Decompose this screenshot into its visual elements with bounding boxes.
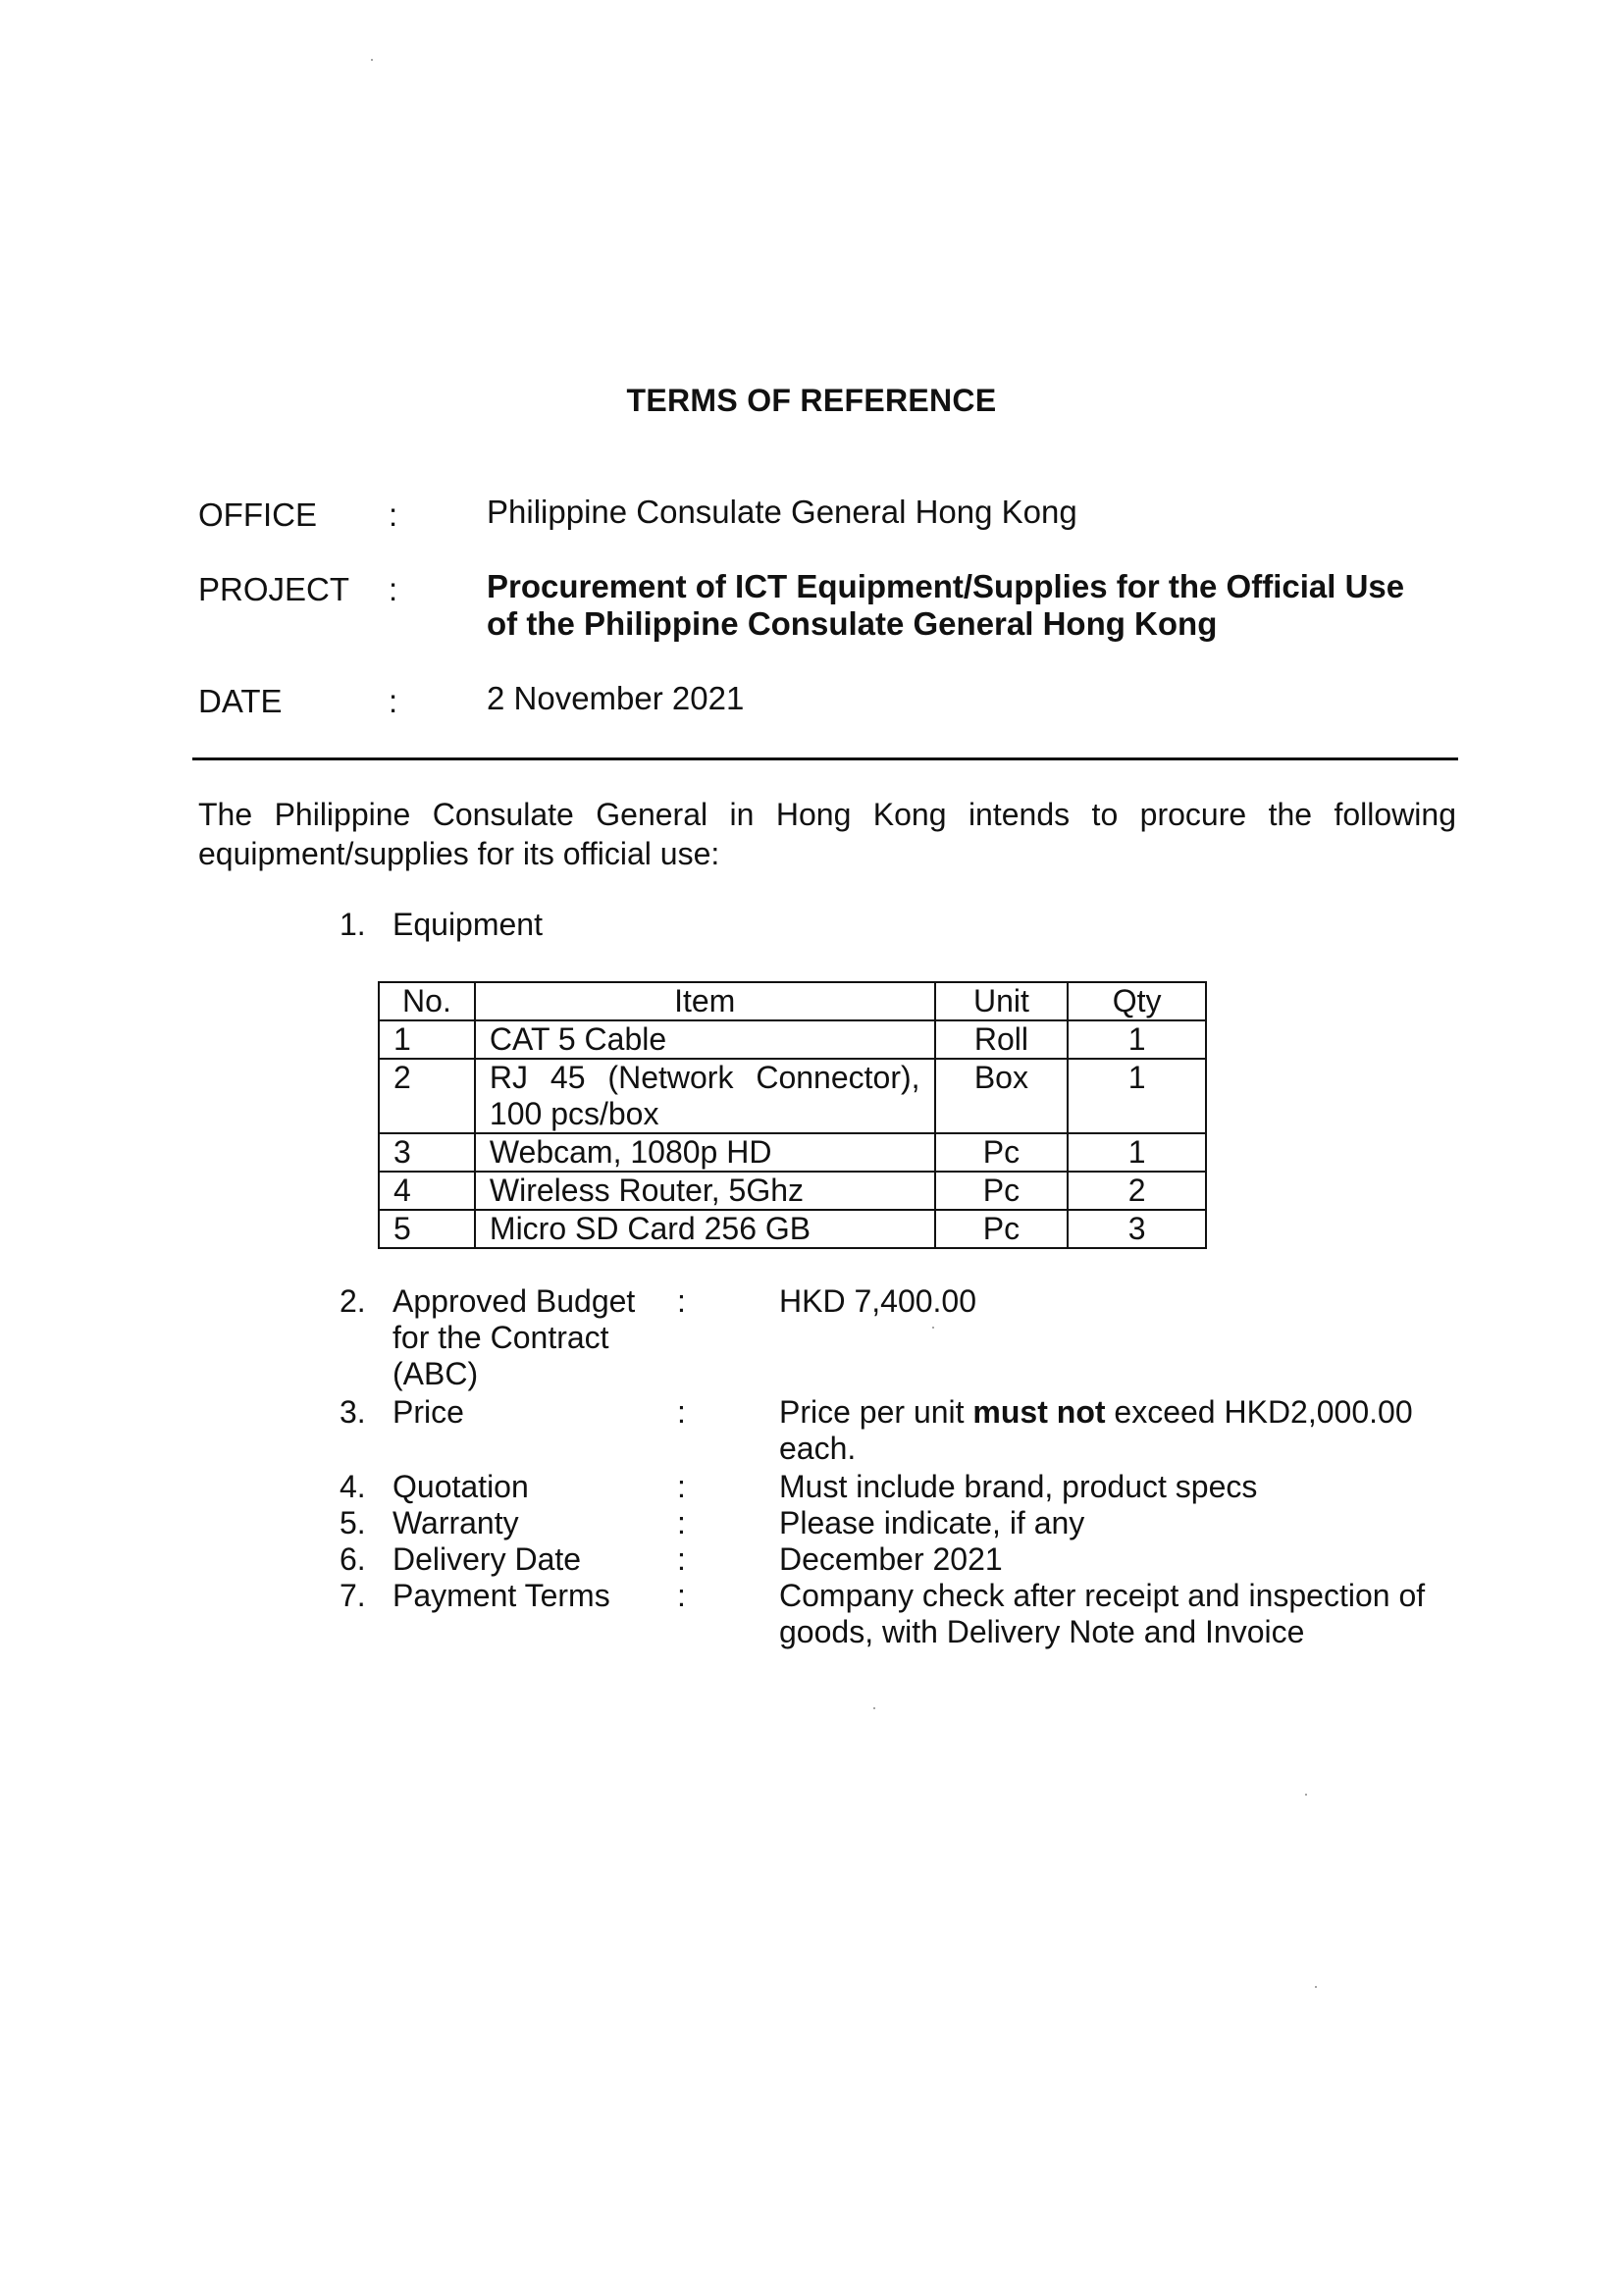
term-label: Price (393, 1394, 464, 1430)
term-budget (340, 1283, 1468, 1392)
term-label: Approved Budget for the Contract (ABC) (393, 1283, 636, 1391)
column-header-unit: Unit (935, 982, 1069, 1020)
term-number: 4. (340, 1469, 366, 1504)
column-header-item: Item (475, 982, 935, 1020)
scan-speck (1315, 1986, 1317, 1988)
cell-unit: Pc (935, 1133, 1069, 1172)
office-label: OFFICE (198, 496, 317, 533)
term-warranty (340, 1505, 1468, 1541)
cell-no: 3 (379, 1133, 475, 1172)
office-colon: : (389, 496, 398, 533)
table-row (379, 1210, 1206, 1248)
cell-item: Wireless Router, 5Ghz (475, 1172, 935, 1210)
term-value: Company check after receipt and inspection of goods, with Delivery Note and Invoice (779, 1578, 1426, 1649)
cell-unit: Pc (935, 1210, 1069, 1248)
cell-unit: Roll (935, 1020, 1069, 1059)
terms-list (340, 1283, 1468, 1650)
cell-unit: Pc (935, 1172, 1069, 1210)
scan-speck (873, 1707, 875, 1709)
project-colon: : (389, 571, 398, 607)
cell-qty: 1 (1068, 1133, 1206, 1172)
term-colon: : (677, 1541, 686, 1577)
cell-unit: Box (935, 1059, 1069, 1133)
price-value-pre: Price per unit (779, 1394, 973, 1430)
term-colon: : (677, 1578, 686, 1613)
office-value: Philippine Consulate General Hong Kong (487, 494, 1077, 530)
cell-no: 2 (379, 1059, 475, 1133)
term-price (340, 1394, 1468, 1467)
equipment-section-heading (340, 907, 543, 943)
column-header-no: No. (379, 982, 475, 1020)
term-value: December 2021 (779, 1541, 1003, 1577)
project-label: PROJECT (198, 571, 350, 607)
scan-speck (932, 1327, 934, 1329)
date-value: 2 November 2021 (487, 680, 745, 716)
intro-paragraph: The Philippine Consulate General in Hong Kong intends to procure the following equipment/supplies for its official use: (198, 797, 1456, 871)
term-number: 7. (340, 1578, 366, 1613)
term-value: HKD 7,400.00 (779, 1283, 977, 1319)
equipment-section-number: 1. (340, 907, 366, 942)
table-row (379, 1133, 1206, 1172)
price-value-emphasis: must not (972, 1394, 1106, 1430)
cell-qty: 1 (1068, 1020, 1206, 1059)
table-header-row (379, 982, 1206, 1020)
term-colon: : (677, 1283, 686, 1319)
term-label: Quotation (393, 1469, 529, 1504)
cell-no: 4 (379, 1172, 475, 1210)
equipment-table (378, 981, 1207, 1249)
table-row (379, 1020, 1206, 1059)
cell-no: 5 (379, 1210, 475, 1248)
cell-qty: 2 (1068, 1172, 1206, 1210)
table-row (379, 1172, 1206, 1210)
project-value-line2: of the Philippine Consulate General Hong Kong (487, 605, 1218, 642)
date-label: DATE (198, 683, 283, 719)
cell-item: Webcam, 1080p HD (475, 1133, 935, 1172)
header-divider (192, 757, 1458, 760)
term-number: 6. (340, 1541, 366, 1577)
term-label: Payment Terms (393, 1578, 610, 1613)
term-colon: : (677, 1505, 686, 1540)
scan-speck (371, 59, 373, 61)
cell-item: Micro SD Card 256 GB (475, 1210, 935, 1248)
term-colon: : (677, 1469, 686, 1504)
term-quotation (340, 1469, 1468, 1505)
date-colon: : (389, 683, 398, 719)
term-number: 5. (340, 1505, 366, 1540)
term-number: 2. (340, 1283, 366, 1319)
term-number: 3. (340, 1394, 366, 1430)
term-colon: : (677, 1394, 686, 1430)
term-value: Please indicate, if any (779, 1505, 1085, 1540)
cell-qty: 3 (1068, 1210, 1206, 1248)
scan-speck (1305, 1794, 1307, 1796)
term-value (779, 1394, 1446, 1467)
cell-qty: 1 (1068, 1059, 1206, 1133)
term-delivery-date (340, 1541, 1468, 1578)
project-value-line1: Procurement of ICT Equipment/Supplies for the Official Use (487, 568, 1405, 604)
table-row (379, 1059, 1206, 1133)
term-payment-terms (340, 1578, 1468, 1650)
price-value-post: exceed HKD2,000.00 each. (779, 1394, 1413, 1466)
cell-item: CAT 5 Cable (475, 1020, 935, 1059)
cell-item: RJ 45 (Network Connector), 100 pcs/box (475, 1059, 935, 1133)
column-header-qty: Qty (1068, 982, 1206, 1020)
term-label: Warranty (393, 1505, 519, 1540)
cell-no: 1 (379, 1020, 475, 1059)
term-value: Must include brand, product specs (779, 1469, 1258, 1504)
equipment-section-label: Equipment (393, 907, 543, 942)
term-label: Delivery Date (393, 1541, 582, 1577)
document-title: TERMS OF REFERENCE (626, 383, 997, 418)
